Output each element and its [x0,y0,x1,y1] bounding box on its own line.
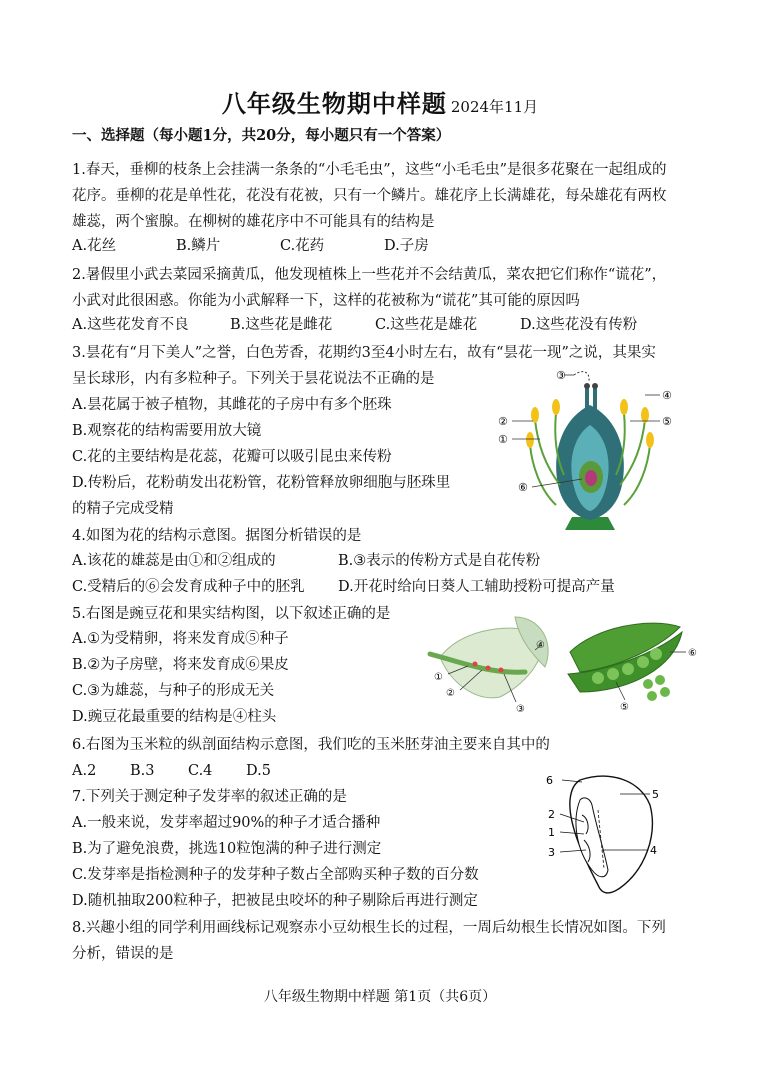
q1-option-c: C.花药 [280,238,325,254]
corn-label-2: 2 [548,808,555,821]
q2-options [72,315,637,335]
q4-option-a: A.该花的雄蕊是由①和②组成的 [72,553,276,569]
q1-option-a: A.花丝 [72,238,117,254]
corn-label-4: 4 [650,844,657,857]
flower-label-2: ② [498,415,508,428]
pea-pod-drawing [568,623,686,701]
q5-option-b: B.②为子房壁，将来发育成⑥果皮 [72,657,289,673]
q2-line2: 小武对此很困惑。你能为小武解释一下，这样的花被称为“谎花”其可能的原因吗 [72,293,580,309]
pea-label-1: ① [434,672,443,683]
pea-seed-4 [637,656,649,668]
q2-option-a: A.这些花发育不良 [72,317,189,333]
q7-option-c: C.发芽率是指检测种子的发芽种子数占全部购买种子数的百分数 [72,867,479,883]
q5-option-a: A.①为受精卵，将来发育成⑤种子 [72,631,289,647]
q6-option-d: D.5 [246,763,271,779]
flower-label-6: ⑥ [518,481,528,494]
q7-option-b: B.为了避免浪费，挑选10粒饱满的种子进行测定 [72,841,382,857]
q3-option-c: C.花的主要结构是花蕊，花瓣可以吸引昆虫来传粉 [72,449,392,465]
flower-structure-diagram [490,365,700,537]
style-left [585,387,589,417]
page-footer: 八年级生物期中样题 第1页（共6页） [263,989,497,1005]
corn-label-5: 5 [652,788,659,801]
loose-pea-1 [643,679,653,689]
section-heading: 一、选择题（每小题1分，共20分，每小题只有一个答案） [72,127,451,144]
loose-pea-4 [647,691,657,701]
pea-seed-2 [607,668,619,680]
q8-line2: 分析，错误的是 [72,946,174,962]
pea-label-4: ④ [536,640,545,651]
q6-option-a: A.2 [72,763,97,779]
stigma-left [584,383,590,389]
q4-line1: 4.如图为花的结构示意图。据图分析错误的是 [72,528,362,544]
q2-option-d: D.这些花没有传粉 [520,317,638,333]
q6-option-b: B.3 [130,763,155,779]
pea-label-5: ⑤ [620,702,629,713]
flower-label-5: ⑤ [662,415,672,428]
pea-label-3: ③ [516,704,525,715]
q2-line1: 2.暑假里小武去菜园采摘黄瓜，他发现植株上一些花并不会结黄瓜，菜农把它们称作“谎花”， [72,267,667,283]
pea-label-2: ② [446,688,455,699]
q2-option-b: B.这些花是雌花 [230,317,333,333]
anther-2 [552,399,560,415]
corn-kernel-diagram [540,770,670,900]
q1-option-b: B.鳞片 [176,238,221,254]
embryo-sac [585,470,597,486]
q1-option-d: D.子房 [384,238,429,254]
stigma-right [592,383,598,389]
q3-line1: 3.昙花有“月下美人”之誉，白色芳香，花期约3至4小时左右，故有“昙花一现”之说，其果实 [72,345,656,361]
q7-line1: 7.下列关于测定种子发芽率的叙述正确的是 [72,789,347,805]
corn-label-6: 6 [546,774,553,787]
q3-option-d-line1: D.传粉后，花粉萌发出花粉管，花粉管释放卵细胞与胚珠里 [72,475,451,491]
flower-label-3: ③ [556,369,566,382]
ovule-1 [473,662,478,667]
flower-label-1: ① [498,433,508,446]
q1-line3: 雄蕊，两个蜜腺。在柳树的雄花序中不可能具有的结构是 [72,214,435,230]
q4-option-d: D.开花时给向日葵人工辅助授粉可提高产量 [338,579,615,595]
q5-line1: 5.右图是豌豆花和果实结构图，以下叙述正确的是 [72,606,391,622]
flower-label-4: ④ [662,389,672,402]
style-right [593,387,597,417]
anther-5 [620,399,628,415]
q8-line1: 8.兴趣小组的同学利用画线标记观察赤小豆幼根生长的过程，一周后幼根生长情况如图。下列 [72,920,666,936]
corn-label-3: 3 [548,846,555,859]
pea-seed-3 [622,663,634,675]
corn-label-1: 1 [548,826,555,839]
loose-pea-3 [660,687,670,697]
q6-line1: 6.右图为玉米粒的纵剖面结构示意图，我们吃的玉米胚芽油主要来自其中的 [72,737,550,753]
pea-flower-fruit-diagram [420,612,710,722]
q1-line2: 花序。垂柳的花是单性花，花没有花被，只有一个鳞片。雄花序上长满雄花，每朵雄花有两枚 [72,188,667,204]
q1-line1: 1.春天，垂柳的枝条上会挂满一条条的“小毛毛虫”，这些“小毛毛虫”是很多花聚在一起组成的 [72,162,667,178]
q7-option-d: D.随机抽取200粒种子，把被昆虫咬坏的种子剔除后再进行测定 [72,893,478,909]
q5-option-c: C.③为雄蕊，与种子的形成无关 [72,683,275,699]
q5-option-d: D.豌豆花最重要的结构是④柱头 [72,709,277,725]
pea-label-6: ⑥ [688,648,697,659]
page-title [0,84,760,119]
q1-options [72,236,429,256]
anther-3 [526,432,534,448]
q2-option-c: C.这些花是雄花 [375,317,478,333]
ovule-3 [499,668,504,673]
pollination-arrow [574,372,589,381]
title-main: 八年级生物期中样题 [221,89,447,118]
q7-option-a: A.一般来说，发芽率超过90%的种子才适合播种 [72,815,381,831]
q4-option-c: C.受精后的⑥会发育成种子中的胚乳 [72,579,305,595]
q6-option-c: C.4 [188,763,213,779]
q4-options-row2 [72,577,615,597]
q4-option-b: B.③表示的传粉方式是自花传粉 [338,553,541,569]
q3-option-b: B.观察花的结构需要用放大镜 [72,423,262,439]
loose-pea-2 [655,675,665,685]
q3-option-a: A.昙花属于被子植物，其雌花的子房中有多个胚珠 [72,397,392,413]
pea-seed-5 [650,648,662,660]
pea-seed-1 [592,672,604,684]
flower-drawing [512,372,660,530]
q4-options-row1 [72,551,540,571]
anther-6 [646,432,654,448]
title-date: 2024年11月 [450,98,539,116]
q3-option-d-line2: 的精子完成受精 [72,501,174,517]
ovule-2 [486,666,491,671]
q6-options [72,761,271,781]
q3-line2: 呈长球形，内有多粒种子。下列关于昙花说法不正确的是 [72,371,435,387]
corn-kernel-drawing [560,776,652,893]
